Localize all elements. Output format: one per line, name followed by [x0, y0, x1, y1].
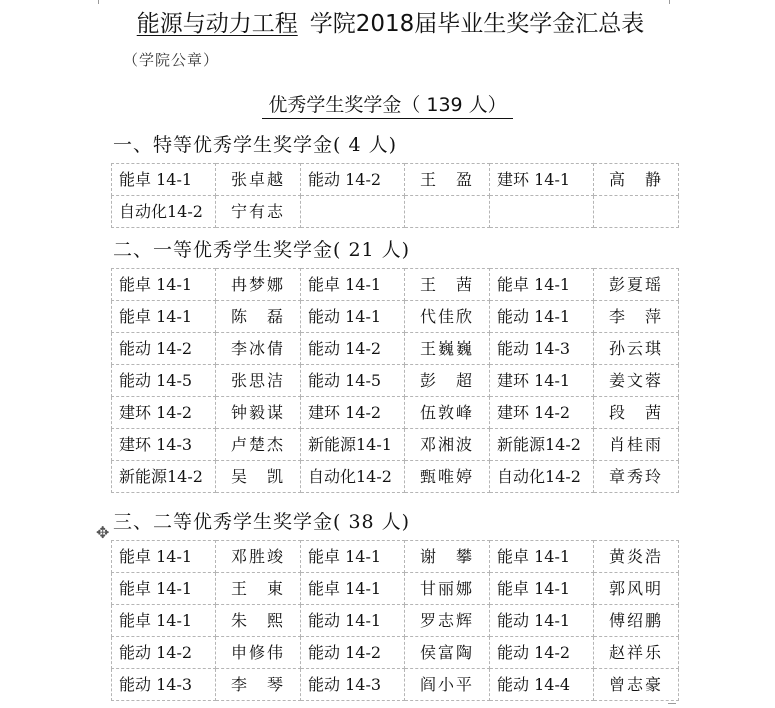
class-cell: 能动 14-2: [301, 333, 405, 365]
winners-table-second-class: [111, 540, 679, 701]
table-row: [112, 541, 679, 573]
class-cell: 能卓 14-1: [490, 573, 594, 605]
student-name-cell: 姜文蓉: [594, 365, 679, 397]
student-name-cell: 罗志辉: [405, 605, 490, 637]
table-row: [112, 429, 679, 461]
student-name-cell: 甄唯婷: [405, 461, 490, 493]
class-cell: [490, 196, 594, 228]
class-cell: 能卓 14-1: [301, 573, 405, 605]
award-heading-text: 优秀学生奖学金（ 139 人）: [262, 94, 512, 119]
class-cell: 能卓 14-1: [112, 605, 216, 637]
class-cell: 建环 14-1: [490, 164, 594, 196]
student-name-cell: 谢 攀: [405, 541, 490, 573]
class-cell: 能动 14-2: [112, 637, 216, 669]
table-move-handle-icon[interactable]: ✥: [96, 523, 110, 542]
class-cell: 能卓 14-1: [112, 541, 216, 573]
table-row: [112, 333, 679, 365]
table-row: [112, 196, 679, 228]
class-cell: 能卓 14-1: [112, 573, 216, 605]
winners-table-special: [111, 163, 679, 228]
student-name-cell: 黄炎浩: [594, 541, 679, 573]
title-rest: 学院2018届毕业生奖学金汇总表: [309, 11, 645, 37]
class-cell: 能动 14-3: [112, 669, 216, 701]
class-cell: 新能源14-2: [490, 429, 594, 461]
class-cell: 能动 14-1: [490, 301, 594, 333]
page-corner-mark-bottom-right: [668, 703, 676, 708]
document-title: [0, 8, 775, 40]
student-name-cell: 侯富陶: [405, 637, 490, 669]
winners-table-first-class: [111, 268, 679, 493]
student-name-cell: 彭夏瑶: [594, 269, 679, 301]
student-name-cell: 甘丽娜: [405, 573, 490, 605]
student-name-cell: 张思洁: [216, 365, 301, 397]
class-cell: 建环 14-1: [490, 365, 594, 397]
table-row: [112, 669, 679, 701]
student-name-cell: [594, 196, 679, 228]
student-name-cell: 赵祥乐: [594, 637, 679, 669]
student-name-cell: 傅绍鹏: [594, 605, 679, 637]
table-row: [112, 365, 679, 397]
student-name-cell: [405, 196, 490, 228]
table-row: [112, 573, 679, 605]
student-name-cell: 曾志豪: [594, 669, 679, 701]
student-name-cell: 申修伟: [216, 637, 301, 669]
student-name-cell: 代佳欣: [405, 301, 490, 333]
class-cell: 建环 14-2: [301, 397, 405, 429]
table-row: [112, 605, 679, 637]
class-cell: 建环 14-3: [112, 429, 216, 461]
class-cell: 自动化14-2: [112, 196, 216, 228]
student-name-cell: 陈 磊: [216, 301, 301, 333]
class-cell: 能动 14-5: [301, 365, 405, 397]
student-name-cell: 高 静: [594, 164, 679, 196]
student-name-cell: 郭风明: [594, 573, 679, 605]
college-seal-note: （学院公章）: [123, 51, 220, 69]
student-name-cell: 邓湘波: [405, 429, 490, 461]
section-heading-special: 一、特等优秀学生奖学金( 4 人): [113, 134, 397, 156]
class-cell: 能动 14-3: [490, 333, 594, 365]
student-name-cell: 王 盈: [405, 164, 490, 196]
class-cell: 能动 14-2: [490, 637, 594, 669]
class-cell: 新能源14-2: [112, 461, 216, 493]
class-cell: [301, 196, 405, 228]
student-name-cell: 阎小平: [405, 669, 490, 701]
page-corner-mark-top-left: [90, 0, 99, 4]
student-name-cell: 吴 凯: [216, 461, 301, 493]
class-cell: 能动 14-1: [301, 301, 405, 333]
class-cell: 能卓 14-1: [112, 301, 216, 333]
student-name-cell: 伍敦峰: [405, 397, 490, 429]
student-name-cell: 宁有志: [216, 196, 301, 228]
student-name-cell: 彭 超: [405, 365, 490, 397]
class-cell: 能动 14-4: [490, 669, 594, 701]
class-cell: 能动 14-3: [301, 669, 405, 701]
class-cell: 能卓 14-1: [112, 164, 216, 196]
page-corner-mark-top-right: [669, 0, 678, 4]
student-name-cell: 邓胜竣: [216, 541, 301, 573]
class-cell: 能动 14-5: [112, 365, 216, 397]
section-heading-first-class: 二、一等优秀学生奖学金( 21 人): [113, 239, 411, 261]
student-name-cell: 卢楚杰: [216, 429, 301, 461]
table-row: [112, 637, 679, 669]
class-cell: 能卓 14-1: [301, 269, 405, 301]
table-row: [112, 301, 679, 333]
student-name-cell: 朱 熙: [216, 605, 301, 637]
class-cell: 能动 14-2: [301, 164, 405, 196]
student-name-cell: 王 東: [216, 573, 301, 605]
class-cell: 能卓 14-1: [112, 269, 216, 301]
student-name-cell: 张卓越: [216, 164, 301, 196]
class-cell: 能动 14-1: [301, 605, 405, 637]
award-heading: [0, 92, 775, 118]
student-name-cell: 王 茜: [405, 269, 490, 301]
student-name-cell: 李 琴: [216, 669, 301, 701]
student-name-cell: 肖桂雨: [594, 429, 679, 461]
table-row: [112, 164, 679, 196]
table-row: [112, 461, 679, 493]
table-row: [112, 269, 679, 301]
class-cell: 能动 14-1: [490, 605, 594, 637]
student-name-cell: 段 茜: [594, 397, 679, 429]
college-name: 能源与动力工程: [136, 11, 298, 37]
class-cell: 建环 14-2: [490, 397, 594, 429]
class-cell: 新能源14-1: [301, 429, 405, 461]
table-row: [112, 397, 679, 429]
class-cell: 建环 14-2: [112, 397, 216, 429]
student-name-cell: 孙云琪: [594, 333, 679, 365]
student-name-cell: 李 萍: [594, 301, 679, 333]
class-cell: 能动 14-2: [112, 333, 216, 365]
class-cell: 能卓 14-1: [490, 269, 594, 301]
class-cell: 能卓 14-1: [301, 541, 405, 573]
section-heading-second-class: 三、二等优秀学生奖学金( 38 人): [113, 511, 411, 533]
student-name-cell: 钟毅谋: [216, 397, 301, 429]
student-name-cell: 章秀玲: [594, 461, 679, 493]
class-cell: 能动 14-2: [301, 637, 405, 669]
student-name-cell: 冉梦娜: [216, 269, 301, 301]
student-name-cell: 李冰倩: [216, 333, 301, 365]
class-cell: 自动化14-2: [301, 461, 405, 493]
class-cell: 自动化14-2: [490, 461, 594, 493]
class-cell: 能卓 14-1: [490, 541, 594, 573]
student-name-cell: 王巍巍: [405, 333, 490, 365]
